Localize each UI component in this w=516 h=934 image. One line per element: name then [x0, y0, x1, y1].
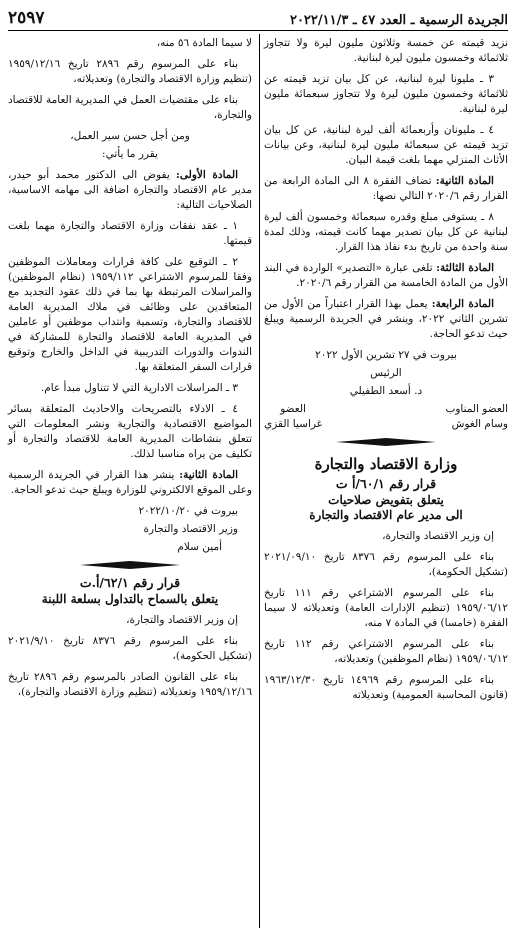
- paragraph: بناء على القانون الصادر بالمرسوم رقم ٢٨٩٦ تاريخ ١٩٥٩/١٢/١٦ وتعديلاته (تنظيم وزارة الاقتصاد والتجارة)،: [8, 671, 252, 698]
- paragraph: إن وزير الاقتصاد والتجارة،: [382, 530, 494, 542]
- article-heading: المادة الأولى:: [176, 169, 238, 181]
- decision-title: قرار رقم ٦٠/١/أ ت: [335, 476, 437, 491]
- list-item: ٤ ـ الادلاء بالتصريحات والاحاديث المتعلقة بسائر المواضيع الاقتصادية والتجارية ونشر المعلومات التي تتعلق بنشاطات المديرية العامة للاقتصاد والتجارة أو تكليف من يراه مناسبا لذلك.: [8, 403, 252, 460]
- article-3: [264, 261, 508, 291]
- paragraph: إن وزير الاقتصاد والتجارة،: [126, 614, 238, 626]
- president-title: الرئيس: [370, 367, 402, 379]
- header-title: الجريدة الرسمية ـ العدد ٤٧ ـ ٢٠٢٢/١١/٣: [289, 13, 508, 28]
- paragraph: ٣ ـ مليونا ليرة لبنانية، عن كل بيان تزيد قيمته عن ثلاثمائة وخمسون مليون ليرة ولا تتجاوز سبعمائة مليون ليرة لبنانية.: [264, 73, 508, 115]
- paragraph: بناء على المرسوم رقم ٢٨٩٦ تاريخ ١٩٥٩/١٢/١٦ (تنظيم وزارة الاقتصاد والتجارة) وتعديلاته،: [8, 58, 252, 85]
- members-signatures: [264, 402, 508, 432]
- page-number: ٢٥٩٧: [8, 8, 45, 28]
- paragraph: ومن أجل حسن سير العمل،: [70, 130, 190, 142]
- article-heading: المادة الثانية:: [435, 175, 494, 187]
- paragraph: لا سيما المادة ٥٦ منه،: [156, 37, 252, 49]
- article-text: يعمل بهذا القرار اعتباراً من الأول من تشرين الثاني ٢٠٢٢، وينشر في الجريدة الرسمية ويبلغ حيث تدعو الحاجة.: [264, 298, 508, 340]
- member-deputy-title: العضو المناوب: [445, 403, 508, 415]
- signature-date: بيروت في ٢٧ تشرين الأول ٢٠٢٢: [315, 349, 457, 361]
- member-block: [264, 402, 322, 432]
- header-rule: [8, 30, 508, 31]
- article-text: ينشر هذا القرار في الجريدة الرسمية وعلى الموقع الالكتروني للوزارة ويبلغ حيث تدعو الحاجة.: [8, 469, 252, 496]
- article-1: [8, 168, 252, 213]
- paragraph: ٨ ـ يستوفى مبلغ وقدره سبعمائة وخمسون ألف ليرة لبنانية عن كل بيان تصدير مهما كانت قيمته، وذلك لمدة سنة واحدة من تاريخ بدء نفاذ هذا القرار.: [264, 211, 508, 253]
- left-column: [8, 36, 252, 706]
- article-4: [264, 297, 508, 342]
- article-heading: المادة الرابعة:: [431, 298, 494, 310]
- article-heading: المادة الثانية:: [179, 469, 238, 481]
- decision-title: قرار رقم ٦٢/١/أ.ت: [79, 575, 181, 590]
- article-text: يفوض الى الدكتور محمد أبو حيدر، مدير عام الاقتصاد والتجارة اضافة الى مهامه الاساسية، الصلاحيات التالية:: [8, 169, 252, 211]
- member-title: العضو: [280, 403, 306, 415]
- member-deputy-name: وسام الغوش: [451, 418, 508, 430]
- decision-subtitle: يتعلق بتفويض صلاحيات: [328, 493, 444, 507]
- list-item: ٢ ـ التوقيع على كافة قرارات ومعاملات الموظفين وفقا للمرسوم الاشتراعي ١٩٥٩/١١٢ (نظام الموظفين) والمراسلات المرتبطة بها بما في ذلك عقود التجديد مع المتعاقدين على وظائف في ملاك المديرية العامة للاقتصاد والتجارة، وتسمية وانتداب موظفين أو عاملين في المديرية العامة للاقتصاد والتجارة للمشاركة في الندوات والدورات التدريبية في الداخل والخارج وتوقيع قرارات السفر المتعلقة بها.: [8, 256, 252, 373]
- paragraph: بناء على المرسوم الاشتراعي رقم ١١٢ تاريخ ١٩٥٩/٠٦/١٢ (نظام الموظفين) وتعديلاته،: [264, 638, 508, 665]
- minister-title: وزير الاقتصاد والتجارة: [143, 523, 238, 535]
- paragraph: بناء على المرسوم الاشتراعي رقم ١١١ تاريخ ١٩٥٩/٠٦/١٢ (تنظيم الإدارات العامة) وتعديلاته لا سيما الفقرة (خامسا) في المادة ٧ منه،: [264, 587, 508, 629]
- decision-subtitle: الى مدير عام الاقتصاد والتجارة: [309, 508, 463, 522]
- article-2: [264, 174, 508, 204]
- minister-name: أمين سلام: [177, 541, 222, 553]
- paragraph: نزيد قيمته عن خمسة وثلاثون مليون ليرة ولا تتجاوز ثلاثمائة وخمسون مليون ليرة لبنانية.: [264, 37, 508, 64]
- right-column: [264, 36, 508, 709]
- president-name: د. أسعد الطفيلي: [349, 385, 423, 397]
- article-2: [8, 468, 252, 498]
- article-heading: المادة الثالثة:: [436, 262, 494, 274]
- decision-subtitle: يتعلق بالسماح بالتداول بسلعة اللبنة: [41, 592, 219, 606]
- paragraph: بناء على المرسوم رقم ٨٣٧٦ تاريخ ٢٠٢١/٠٩/١٠ (تشكيل الحكومة)،: [264, 551, 508, 578]
- paragraph: بناء على المرسوم رقم ٨٣٧٦ تاريخ ٢٠٢١/٩/١٠ (تشكيل الحكومة)،: [8, 635, 252, 662]
- ministry-title: وزارة الاقتصاد والتجارة: [314, 455, 458, 473]
- list-item: ٣ ـ المراسلات الادارية التي لا تتناول مبدأ عام.: [40, 382, 238, 394]
- paragraph: بناء على مقتضيات العمل في المديرية العامة للاقتصاد والتجارة،: [8, 94, 252, 121]
- paragraph: ٤ ـ مليونان وأربعمائة ألف ليرة لبنانية، عن كل بيان تزيد قيمته عن سبعمائة مليون ليرة لبنانية، وعن بيانات الأثاث المنزلي مهما بلغت قيمة البيان.: [264, 124, 508, 166]
- list-item: ١ ـ عقد نفقات وزارة الاقتصاد والتجارة مهما بلغت قيمتها.: [8, 220, 252, 247]
- member-deputy-block: [445, 402, 508, 432]
- paragraph: يقرر ما يأتي:: [102, 148, 158, 160]
- article-text: تضاف الفقرة ٨ الى المادة الرابعة من القرار رقم ٢٠٢٠/٦ التالي نصها:: [264, 175, 508, 202]
- article-text: تلغى عبارة «التصدير» الواردة في البند الأول من المادة الخامسة من القرار رقم ٢٠٢٠/٦.: [264, 262, 508, 289]
- signature-date: بيروت في ٢٠٢٢/١٠/٢٠: [138, 505, 238, 517]
- ornament-divider: [80, 560, 180, 570]
- page-header: [8, 6, 508, 28]
- paragraph: بناء على المرسوم رقم ١٤٩٦٩ تاريخ ١٩٦٣/١٢/٣٠ (قانون المحاسبة العمومية) وتعديلاته: [264, 674, 508, 701]
- member-name: غراسيا القزي: [264, 418, 323, 430]
- column-divider: [259, 34, 260, 928]
- ornament-divider: [336, 437, 436, 447]
